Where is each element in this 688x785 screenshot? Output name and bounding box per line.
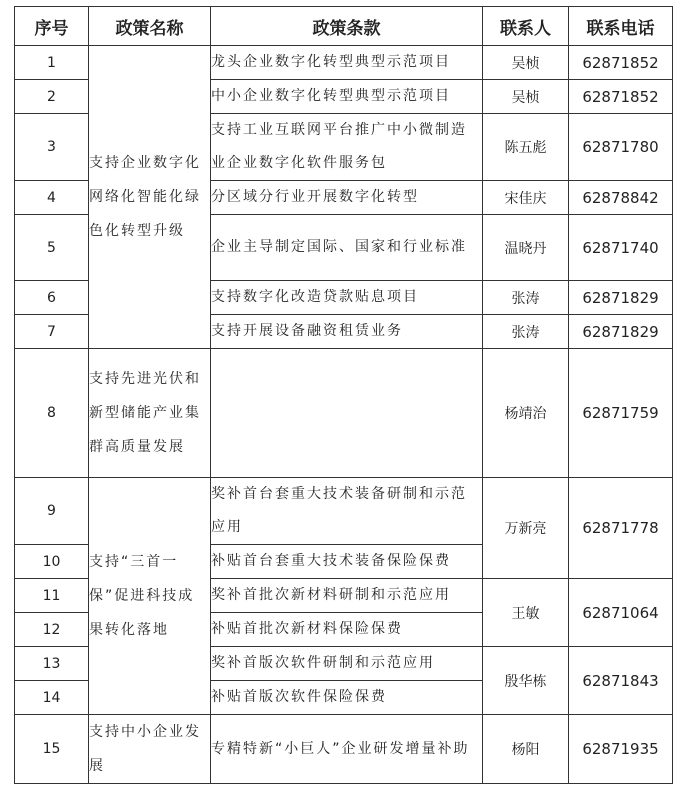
row-no: 15 <box>15 715 89 784</box>
contact-person: 杨靖治 <box>483 349 569 478</box>
row-no: 5 <box>15 215 89 281</box>
policy-clause: 龙头企业数字化转型典型示范项目 <box>211 46 483 80</box>
contact-phone: 62871778 <box>569 478 673 579</box>
row-no: 11 <box>15 579 89 613</box>
header-clause: 政策条款 <box>211 7 483 46</box>
policy-clause: 补贴首批次新材料保险保费 <box>211 613 483 647</box>
header-contact: 联系人 <box>483 7 569 46</box>
contact-person: 王敏 <box>483 579 569 647</box>
policy-clause: 中小企业数字化转型典型示范项目 <box>211 80 483 114</box>
row-no: 1 <box>15 46 89 80</box>
contact-person: 陈五彪 <box>483 114 569 181</box>
contact-phone: 62871935 <box>569 715 673 784</box>
contact-person: 宋佳庆 <box>483 181 569 215</box>
row-no: 14 <box>15 681 89 715</box>
policy-clause: 专精特新“小巨人”企业研发增量补助 <box>211 715 483 784</box>
row-no: 2 <box>15 80 89 114</box>
header-phone: 联系电话 <box>569 7 673 46</box>
policy-name: 支持中小企业发展 <box>89 715 211 784</box>
contact-phone: 62871780 <box>569 114 673 181</box>
policy-clause: 奖补首批次新材料研制和示范应用 <box>211 579 483 613</box>
table-row <box>15 349 673 478</box>
contact-phone: 62871852 <box>569 80 673 114</box>
table-row <box>15 46 673 80</box>
row-no: 3 <box>15 114 89 181</box>
contact-phone: 62871829 <box>569 281 673 315</box>
header-name: 政策名称 <box>89 7 211 46</box>
policy-name: 支持“三首一保”促进科技成果转化落地 <box>89 478 211 715</box>
policy-clause: 补贴首版次软件保险保费 <box>211 681 483 715</box>
policy-clause: 分区域分行业开展数字化转型 <box>211 181 483 215</box>
policy-clause: 支持数字化改造贷款贴息项目 <box>211 281 483 315</box>
row-no: 6 <box>15 281 89 315</box>
contact-phone: 62878842 <box>569 181 673 215</box>
row-no: 9 <box>15 478 89 545</box>
policy-clause: 支持开展设备融资租赁业务 <box>211 315 483 349</box>
contact-person: 吴桢 <box>483 80 569 114</box>
header-row <box>15 7 673 46</box>
table-row <box>15 715 673 784</box>
row-no: 13 <box>15 647 89 681</box>
contact-phone: 62871064 <box>569 579 673 647</box>
policy-clause: 支持工业互联网平台推广中小微制造业企业数字化软件服务包 <box>211 114 483 181</box>
contact-person: 张涛 <box>483 281 569 315</box>
contact-person: 万新亮 <box>483 478 569 579</box>
contact-person: 杨阳 <box>483 715 569 784</box>
policy-clause: 补贴首台套重大技术装备保险保费 <box>211 545 483 579</box>
policy-table <box>14 6 673 784</box>
policy-clause: 奖补首版次软件研制和示范应用 <box>211 647 483 681</box>
row-no: 10 <box>15 545 89 579</box>
row-no: 4 <box>15 181 89 215</box>
policy-name: 支持企业数字化网络化智能化绿色化转型升级 <box>89 46 211 349</box>
policy-name: 支持先进光伏和新型储能产业集群高质量发展 <box>89 349 211 478</box>
contact-phone: 62871852 <box>569 46 673 80</box>
policy-clause: 奖补首台套重大技术装备研制和示范应用 <box>211 478 483 545</box>
contact-phone: 62871759 <box>569 349 673 478</box>
contact-person: 张涛 <box>483 315 569 349</box>
contact-person: 温晓丹 <box>483 215 569 281</box>
row-no: 12 <box>15 613 89 647</box>
header-no: 序号 <box>15 7 89 46</box>
policy-clause <box>211 349 483 478</box>
row-no: 7 <box>15 315 89 349</box>
table-row <box>15 478 673 545</box>
contact-phone: 62871843 <box>569 647 673 715</box>
contact-phone: 62871829 <box>569 315 673 349</box>
policy-clause: 企业主导制定国际、国家和行业标准 <box>211 215 483 281</box>
contact-phone: 62871740 <box>569 215 673 281</box>
contact-person: 吴桢 <box>483 46 569 80</box>
row-no: 8 <box>15 349 89 478</box>
contact-person: 殷华栋 <box>483 647 569 715</box>
